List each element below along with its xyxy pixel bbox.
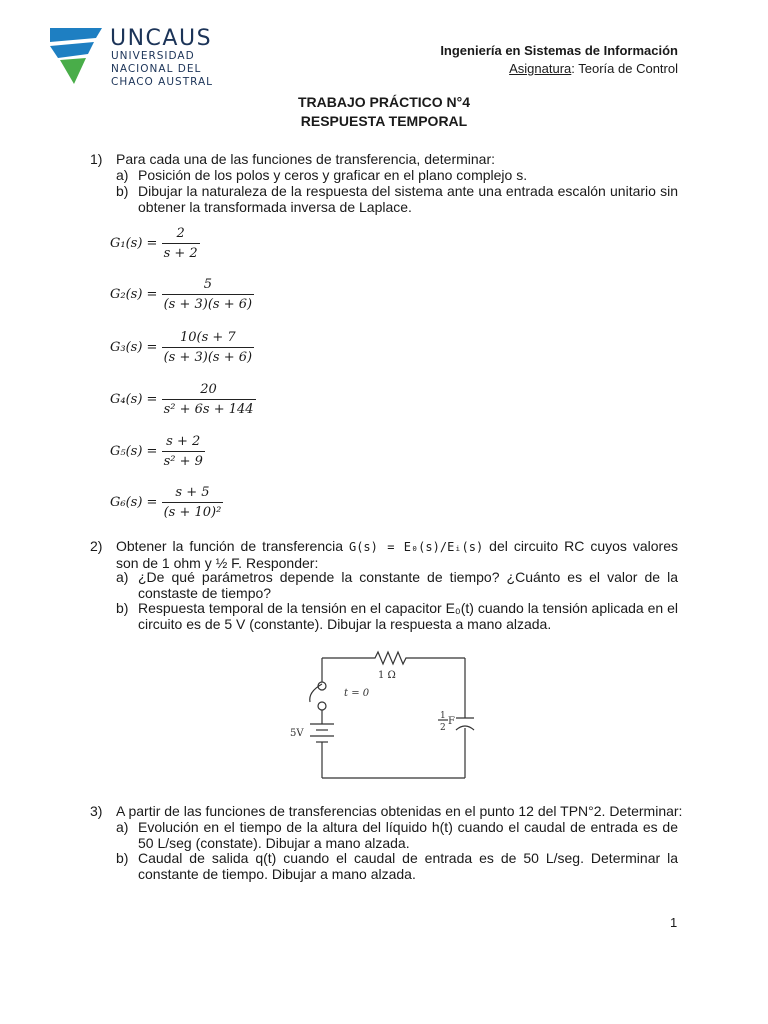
resistor-wire bbox=[322, 652, 465, 664]
document-title: TRABAJO PRÁCTICO N°4 bbox=[297, 94, 471, 110]
subject-label: Asignatura bbox=[509, 61, 572, 76]
equation-numerator: 10(s + 7 bbox=[179, 330, 236, 345]
equation-fraction bbox=[162, 330, 255, 365]
equation-denominator: s² + 6s + 144 bbox=[162, 399, 256, 417]
equation-denominator: s² + 9 bbox=[162, 451, 205, 469]
item-text: ¿De qué parámetros depende la constante de tiempo? ¿Cuánto es el valor de la constaste de tiempo? bbox=[138, 569, 678, 601]
equation-fraction bbox=[162, 382, 256, 417]
equation-lhs: G₁(s) = bbox=[110, 236, 158, 251]
equation-denominator: s + 2 bbox=[162, 243, 200, 261]
equation-numerator: 5 bbox=[203, 277, 212, 292]
transfer-formula: G(s) = E₀(s)/Eᵢ(s) bbox=[348, 540, 484, 554]
equation-lhs: G₃(s) = bbox=[110, 340, 158, 355]
item-text: Dibujar la naturaleza de la respuesta del sistema ante una entrada escalón unitario sin obtener la transformada inversa de Laplace. bbox=[138, 183, 678, 215]
transfer-function-g6 bbox=[110, 485, 223, 520]
page-number: 1 bbox=[670, 915, 678, 930]
question-number: 1) bbox=[90, 151, 103, 167]
switch-contact bbox=[318, 702, 326, 710]
question-text-pre: Obtener la función de transferencia bbox=[116, 538, 349, 554]
capacitor-unit: F bbox=[448, 716, 455, 727]
resistor-label: 1 Ω bbox=[378, 670, 396, 681]
equation-denominator: (s + 3)(s + 6) bbox=[162, 294, 255, 312]
capacitor-label-numerator: 1 bbox=[440, 711, 446, 721]
question-number: 2) bbox=[90, 538, 103, 554]
logo-university-line: UNIVERSIDAD bbox=[111, 50, 195, 62]
equation-numerator: 2 bbox=[176, 226, 185, 241]
transfer-function-g4 bbox=[110, 382, 256, 417]
equation-fraction bbox=[162, 485, 224, 520]
transfer-function-g5 bbox=[110, 434, 205, 469]
subject-line bbox=[509, 61, 678, 76]
equation-numerator: s + 5 bbox=[175, 485, 210, 500]
equation-lhs: G₄(s) = bbox=[110, 392, 158, 407]
question-text: A partir de las funciones de transferencias obtenidas en el punto 12 del TPN°2. Determinar: bbox=[116, 803, 683, 819]
equation-fraction bbox=[162, 434, 205, 469]
item-label: b) bbox=[116, 183, 129, 199]
logo-university-line: CHACO AUSTRAL bbox=[111, 76, 214, 88]
equation-lhs: G₅(s) = bbox=[110, 444, 158, 459]
equation-denominator: (s + 3)(s + 6) bbox=[162, 347, 255, 365]
document-subtitle: RESPUESTA TEMPORAL bbox=[300, 113, 468, 129]
equation-numerator: s + 2 bbox=[166, 434, 201, 449]
equation-fraction bbox=[162, 277, 255, 312]
rc-circuit-diagram bbox=[280, 640, 495, 785]
equation-fraction bbox=[162, 226, 200, 261]
uncaus-logo-icon bbox=[50, 28, 102, 86]
equation-numerator: 20 bbox=[200, 382, 217, 397]
item-text: Respuesta temporal de la tensión en el capacitor E₀(t) cuando la tensión aplicada en el circuito es de 5 V (constante). Dibujar la respuesta a mano alzada. bbox=[138, 600, 678, 632]
question-text bbox=[116, 538, 678, 571]
item-text: Caudal de salida q(t) cuando el caudal de entrada es de 50 L/seg. Determinar la constante de tiempo. Dibujar a mano alzada. bbox=[138, 850, 678, 882]
logo-brand: UNCAUS bbox=[110, 26, 213, 51]
battery-label: 5V bbox=[290, 728, 304, 739]
question-number: 3) bbox=[90, 803, 103, 819]
item-label: b) bbox=[116, 850, 129, 866]
item-label: b) bbox=[116, 600, 129, 616]
question-text: Para cada una de las funciones de transferencia, determinar: bbox=[116, 151, 496, 167]
transfer-function-g2 bbox=[110, 277, 254, 312]
equation-denominator: (s + 10)² bbox=[162, 502, 224, 520]
item-label: a) bbox=[116, 819, 129, 835]
subject-value: : Teoría de Control bbox=[571, 61, 678, 76]
item-text: Posición de los polos y ceros y graficar en el plano complejo s. bbox=[138, 167, 528, 183]
item-text: Evolución en el tiempo de la altura del líquido h(t) cuando el caudal de entrada es de 50 L/seg (constate). Dibujar a mano alzada. bbox=[138, 819, 678, 851]
logo-university-line: NACIONAL DEL bbox=[111, 63, 202, 75]
equation-lhs: G₂(s) = bbox=[110, 287, 158, 302]
capacitor-label-denominator: 2 bbox=[440, 723, 446, 733]
item-label: a) bbox=[116, 167, 129, 183]
question-text-post: del circuito RC cuyos valores son de 1 ohm y ½ F. Responder: bbox=[116, 538, 679, 571]
transfer-function-g3 bbox=[110, 330, 254, 365]
item-label: a) bbox=[116, 569, 129, 585]
switch-arrow bbox=[310, 684, 322, 702]
career-name: Ingeniería en Sistemas de Información bbox=[440, 43, 678, 58]
transfer-function-g1 bbox=[110, 226, 200, 261]
switch-label: t = 0 bbox=[344, 688, 370, 699]
equation-lhs: G₆(s) = bbox=[110, 495, 158, 510]
